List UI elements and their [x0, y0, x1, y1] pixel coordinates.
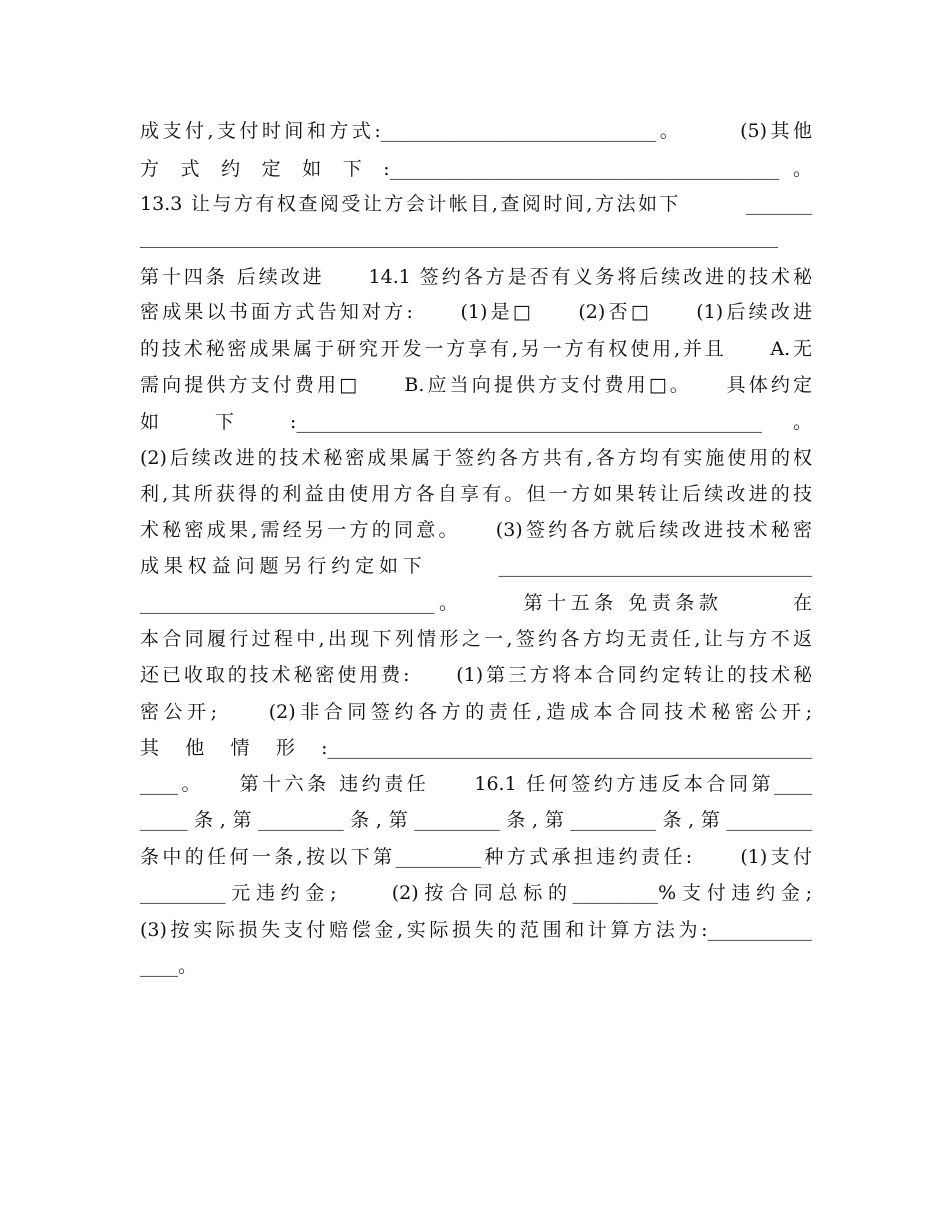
text-line: 密成果以书面方式告知对方: (1)是□ (2)否□ (1)后续改进: [140, 301, 812, 323]
text-line: 密公开; (2)非合同签约各方的责任,造成本合同技术秘密公开;: [140, 701, 812, 723]
text-line: 术秘密成果,需经另一方的同意。 (3)签约各方就后续改进技术秘密: [140, 519, 812, 541]
text-line: 利,其所获得的利益由使用方各自享有。但一方如果转让后续改进的技: [140, 483, 812, 505]
text-line: 需向提供方支付费用□ B.应当向提供方支付费用□。 具体约定: [140, 374, 812, 396]
text-line: 成果权益问题另行约定如下 _________________________________: [140, 555, 812, 577]
text-line: 13.3 让与方有权查阅受让方会计帐目,查阅时间,方法如下 _______: [140, 193, 812, 215]
text-line: ____。: [140, 955, 198, 977]
text-line: _______________________________。 第十五条 免责条款 在: [140, 592, 812, 614]
text-line: 第十四条 后续改进 14.1 签约各方是否有义务将后续改进的技术秘: [140, 266, 812, 288]
text-line: 的技术秘密成果属于研究开发一方享有,另一方有权使用,并且 A.无: [140, 338, 812, 360]
text-line: _____条,第_________条,第_________条,第_________条,第_________: [140, 809, 812, 831]
text-line: 还已收取的技术秘密使用费: (1)第三方将本合同约定转让的技术秘: [140, 664, 812, 686]
text-line: 如 下 :_________________________________________________ 。: [140, 411, 812, 433]
text-line: 方 式 约 定 如 下 :_________________________________________ 。: [140, 158, 812, 180]
text-line: 成支付,支付时间和方式:_____________________________。 (5)其他: [140, 120, 812, 142]
blank-fill-rule: [140, 247, 778, 248]
text-line: 本合同履行过程中,出现下列情形之一,签约各方均无责任,让与方不返: [140, 628, 812, 650]
text-line: ____。 第十六条 违约责任 16.1 任何签约方违反本合同第____: [140, 773, 812, 795]
text-line: 条中的任何一条,按以下第_________种方式承担违约责任: (1)支付: [140, 846, 812, 868]
text-line: (3)按实际损失支付赔偿金,实际损失的范围和计算方法为:___________: [140, 919, 812, 941]
text-line: 其他情形:___________________________________________________: [140, 737, 812, 759]
text-line: _________元违约金; (2)按合同总标的_________%支付违约金;: [140, 882, 812, 904]
text-line: (2)后续改进的技术秘密成果属于签约各方共有,各方均有实施使用的权: [140, 447, 812, 469]
